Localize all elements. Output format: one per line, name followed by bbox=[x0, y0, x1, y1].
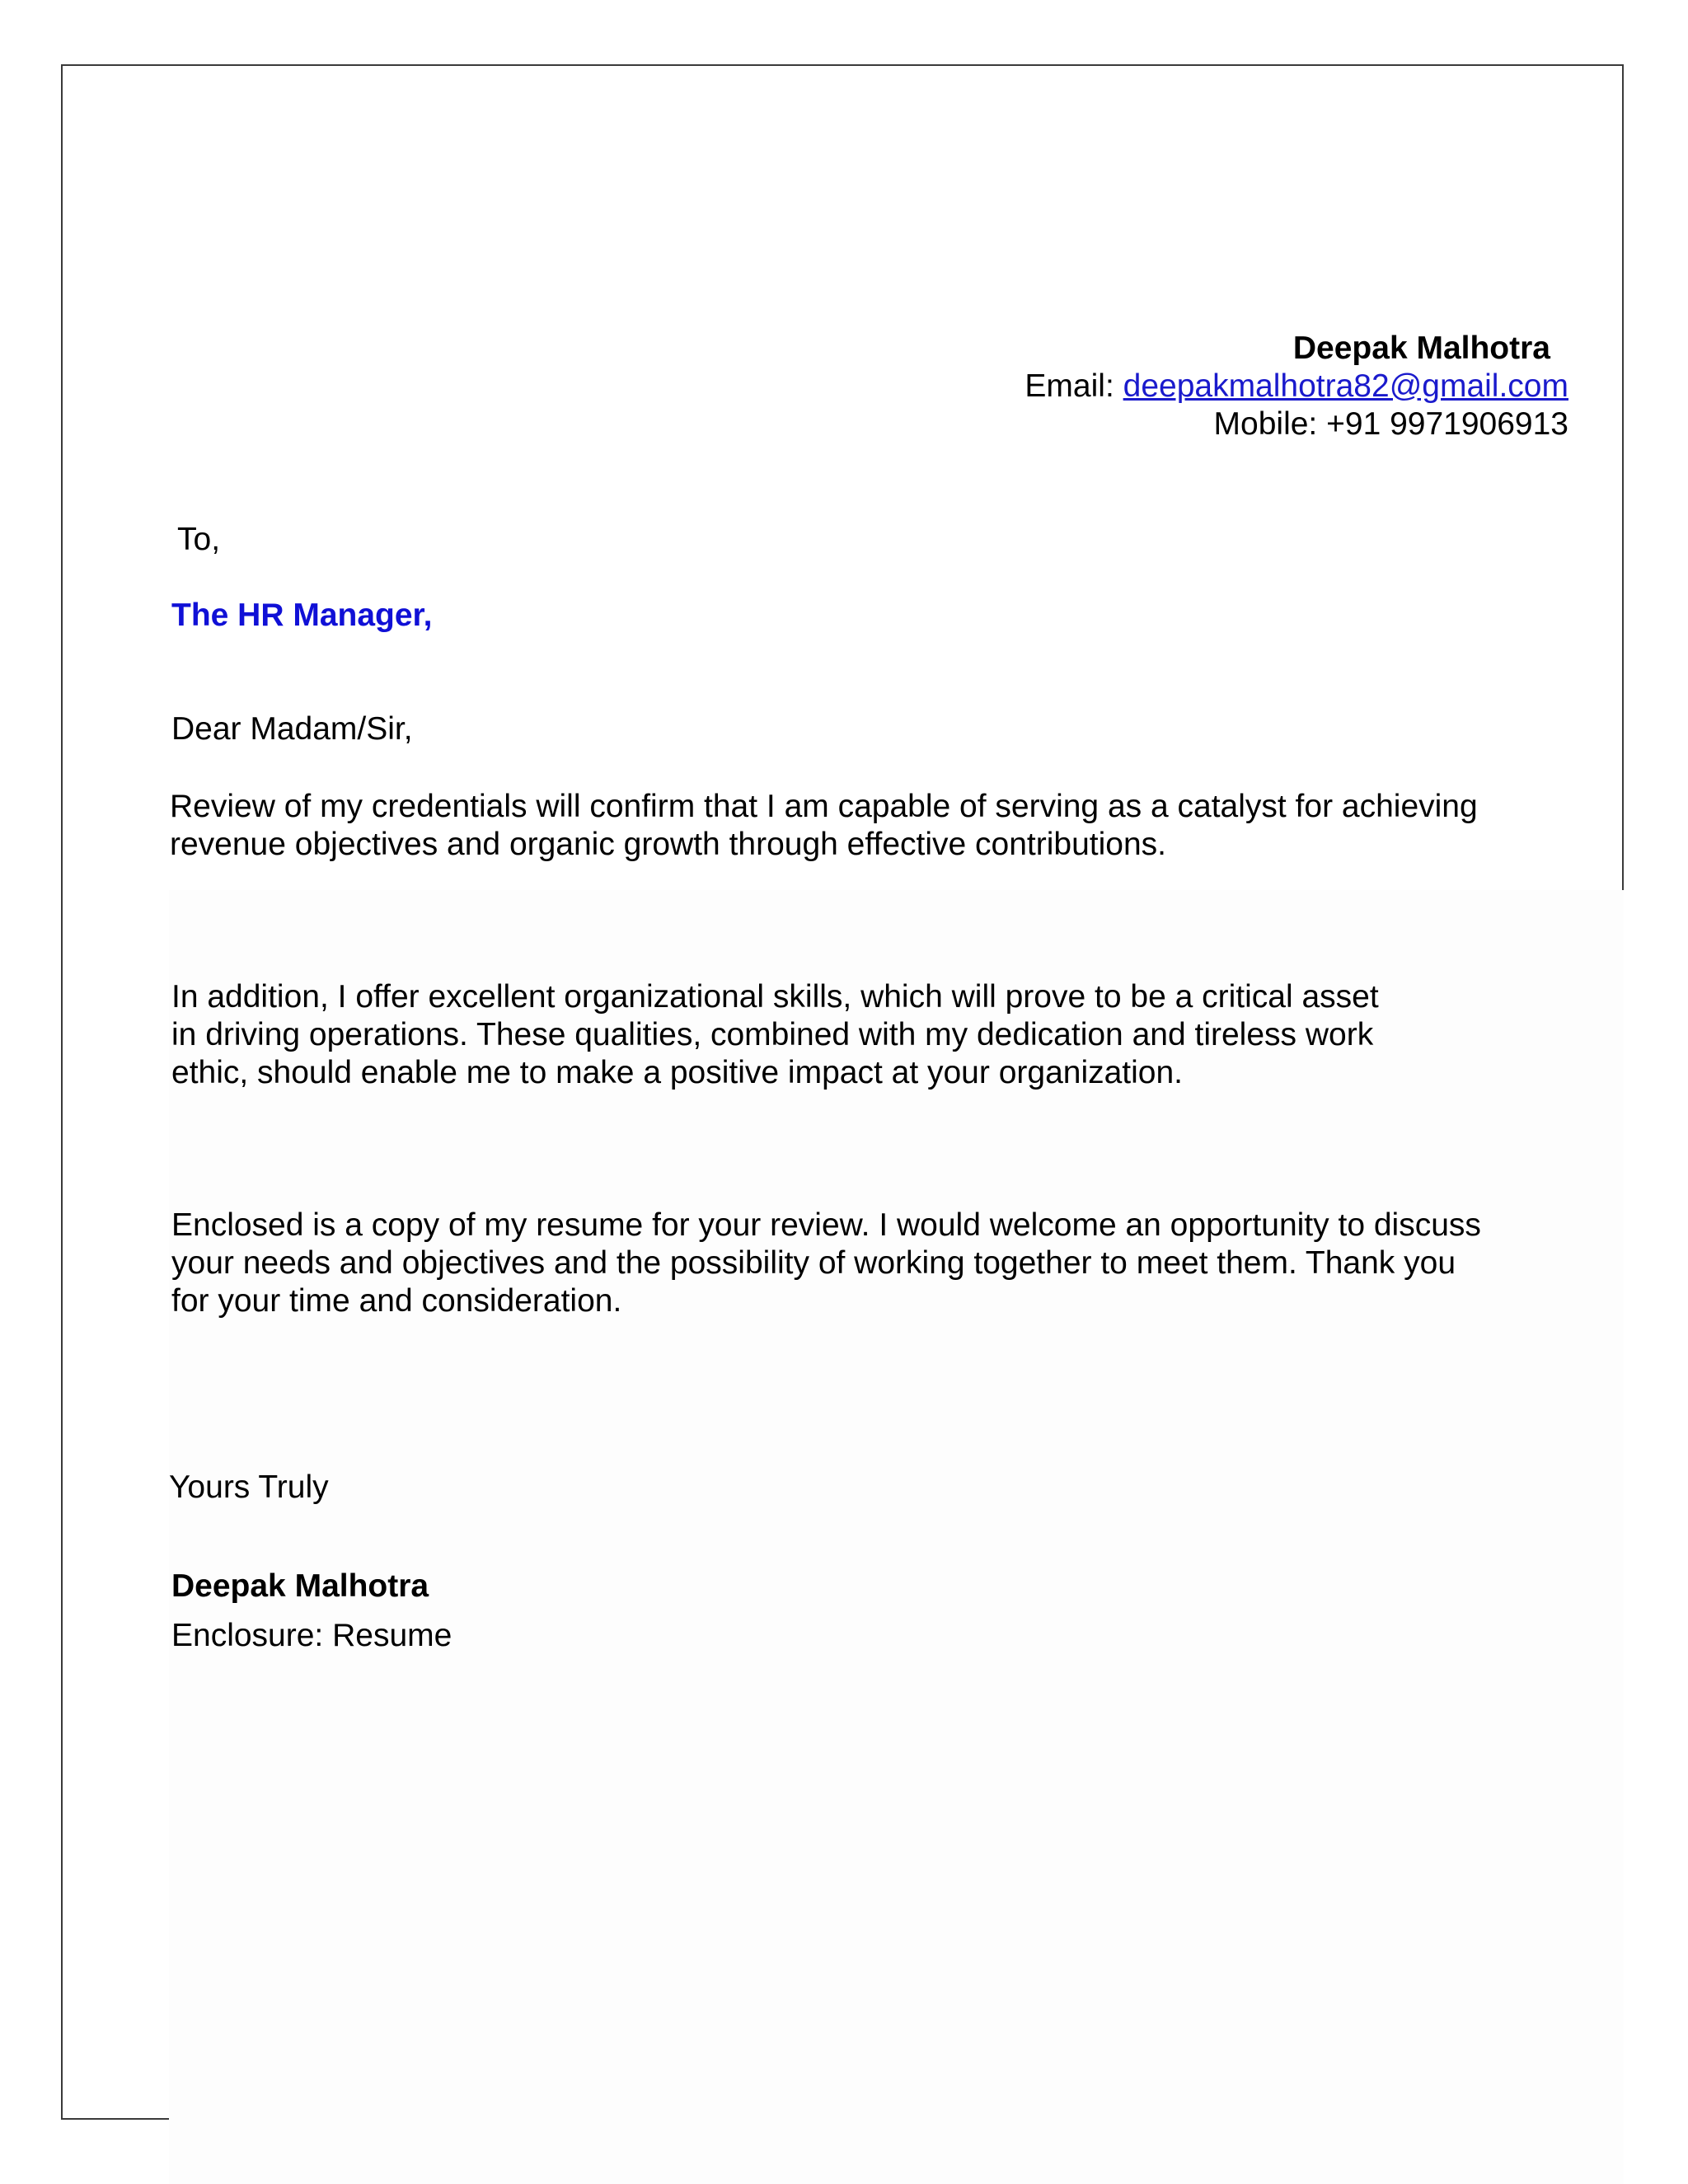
to-label: To, bbox=[177, 522, 221, 557]
paragraph-line: revenue objectives and organic growth through effective contributions. bbox=[170, 827, 1167, 862]
paragraph-line: Review of my credentials will confirm that I am capable of serving as a catalyst for achieving bbox=[170, 789, 1478, 824]
salutation: Dear Madam/Sir, bbox=[171, 711, 413, 747]
paragraph-1 bbox=[170, 788, 1478, 864]
signature-name: Deepak Malhotra bbox=[171, 1568, 429, 1604]
paragraph-3 bbox=[171, 1207, 1481, 1320]
paragraph-line: ethic, should enable me to make a positive impact at your organization. bbox=[171, 1055, 1184, 1090]
sender-name: Deepak Malhotra bbox=[1292, 330, 1550, 366]
email-link[interactable]: deepakmalhotra82@gmail.com bbox=[1123, 368, 1568, 404]
enclosure-note: Enclosure: Resume bbox=[171, 1618, 452, 1653]
paragraph-line: your needs and objectives and the possibility of working together to meet them. Thank you bbox=[171, 1245, 1456, 1281]
sender-email-line bbox=[1025, 368, 1568, 405]
closing: Yours Truly bbox=[169, 1469, 329, 1505]
email-label: Email: bbox=[1025, 368, 1123, 404]
paragraph-line: for your time and consideration. bbox=[171, 1283, 622, 1319]
sender-mobile: Mobile: +91 9971906913 bbox=[1213, 406, 1568, 442]
paragraph-line: in driving operations. These qualities, combined with my dedication and tireless work bbox=[171, 1017, 1374, 1052]
paragraph-line: In addition, I offer excellent organizational skills, which will prove to be a critical asset bbox=[171, 979, 1379, 1015]
recipient-title: The HR Manager, bbox=[171, 598, 433, 633]
paragraph-2 bbox=[171, 978, 1379, 1092]
paragraph-line: Enclosed is a copy of my resume for your review. I would welcome an opportunity to discuss bbox=[171, 1207, 1481, 1243]
